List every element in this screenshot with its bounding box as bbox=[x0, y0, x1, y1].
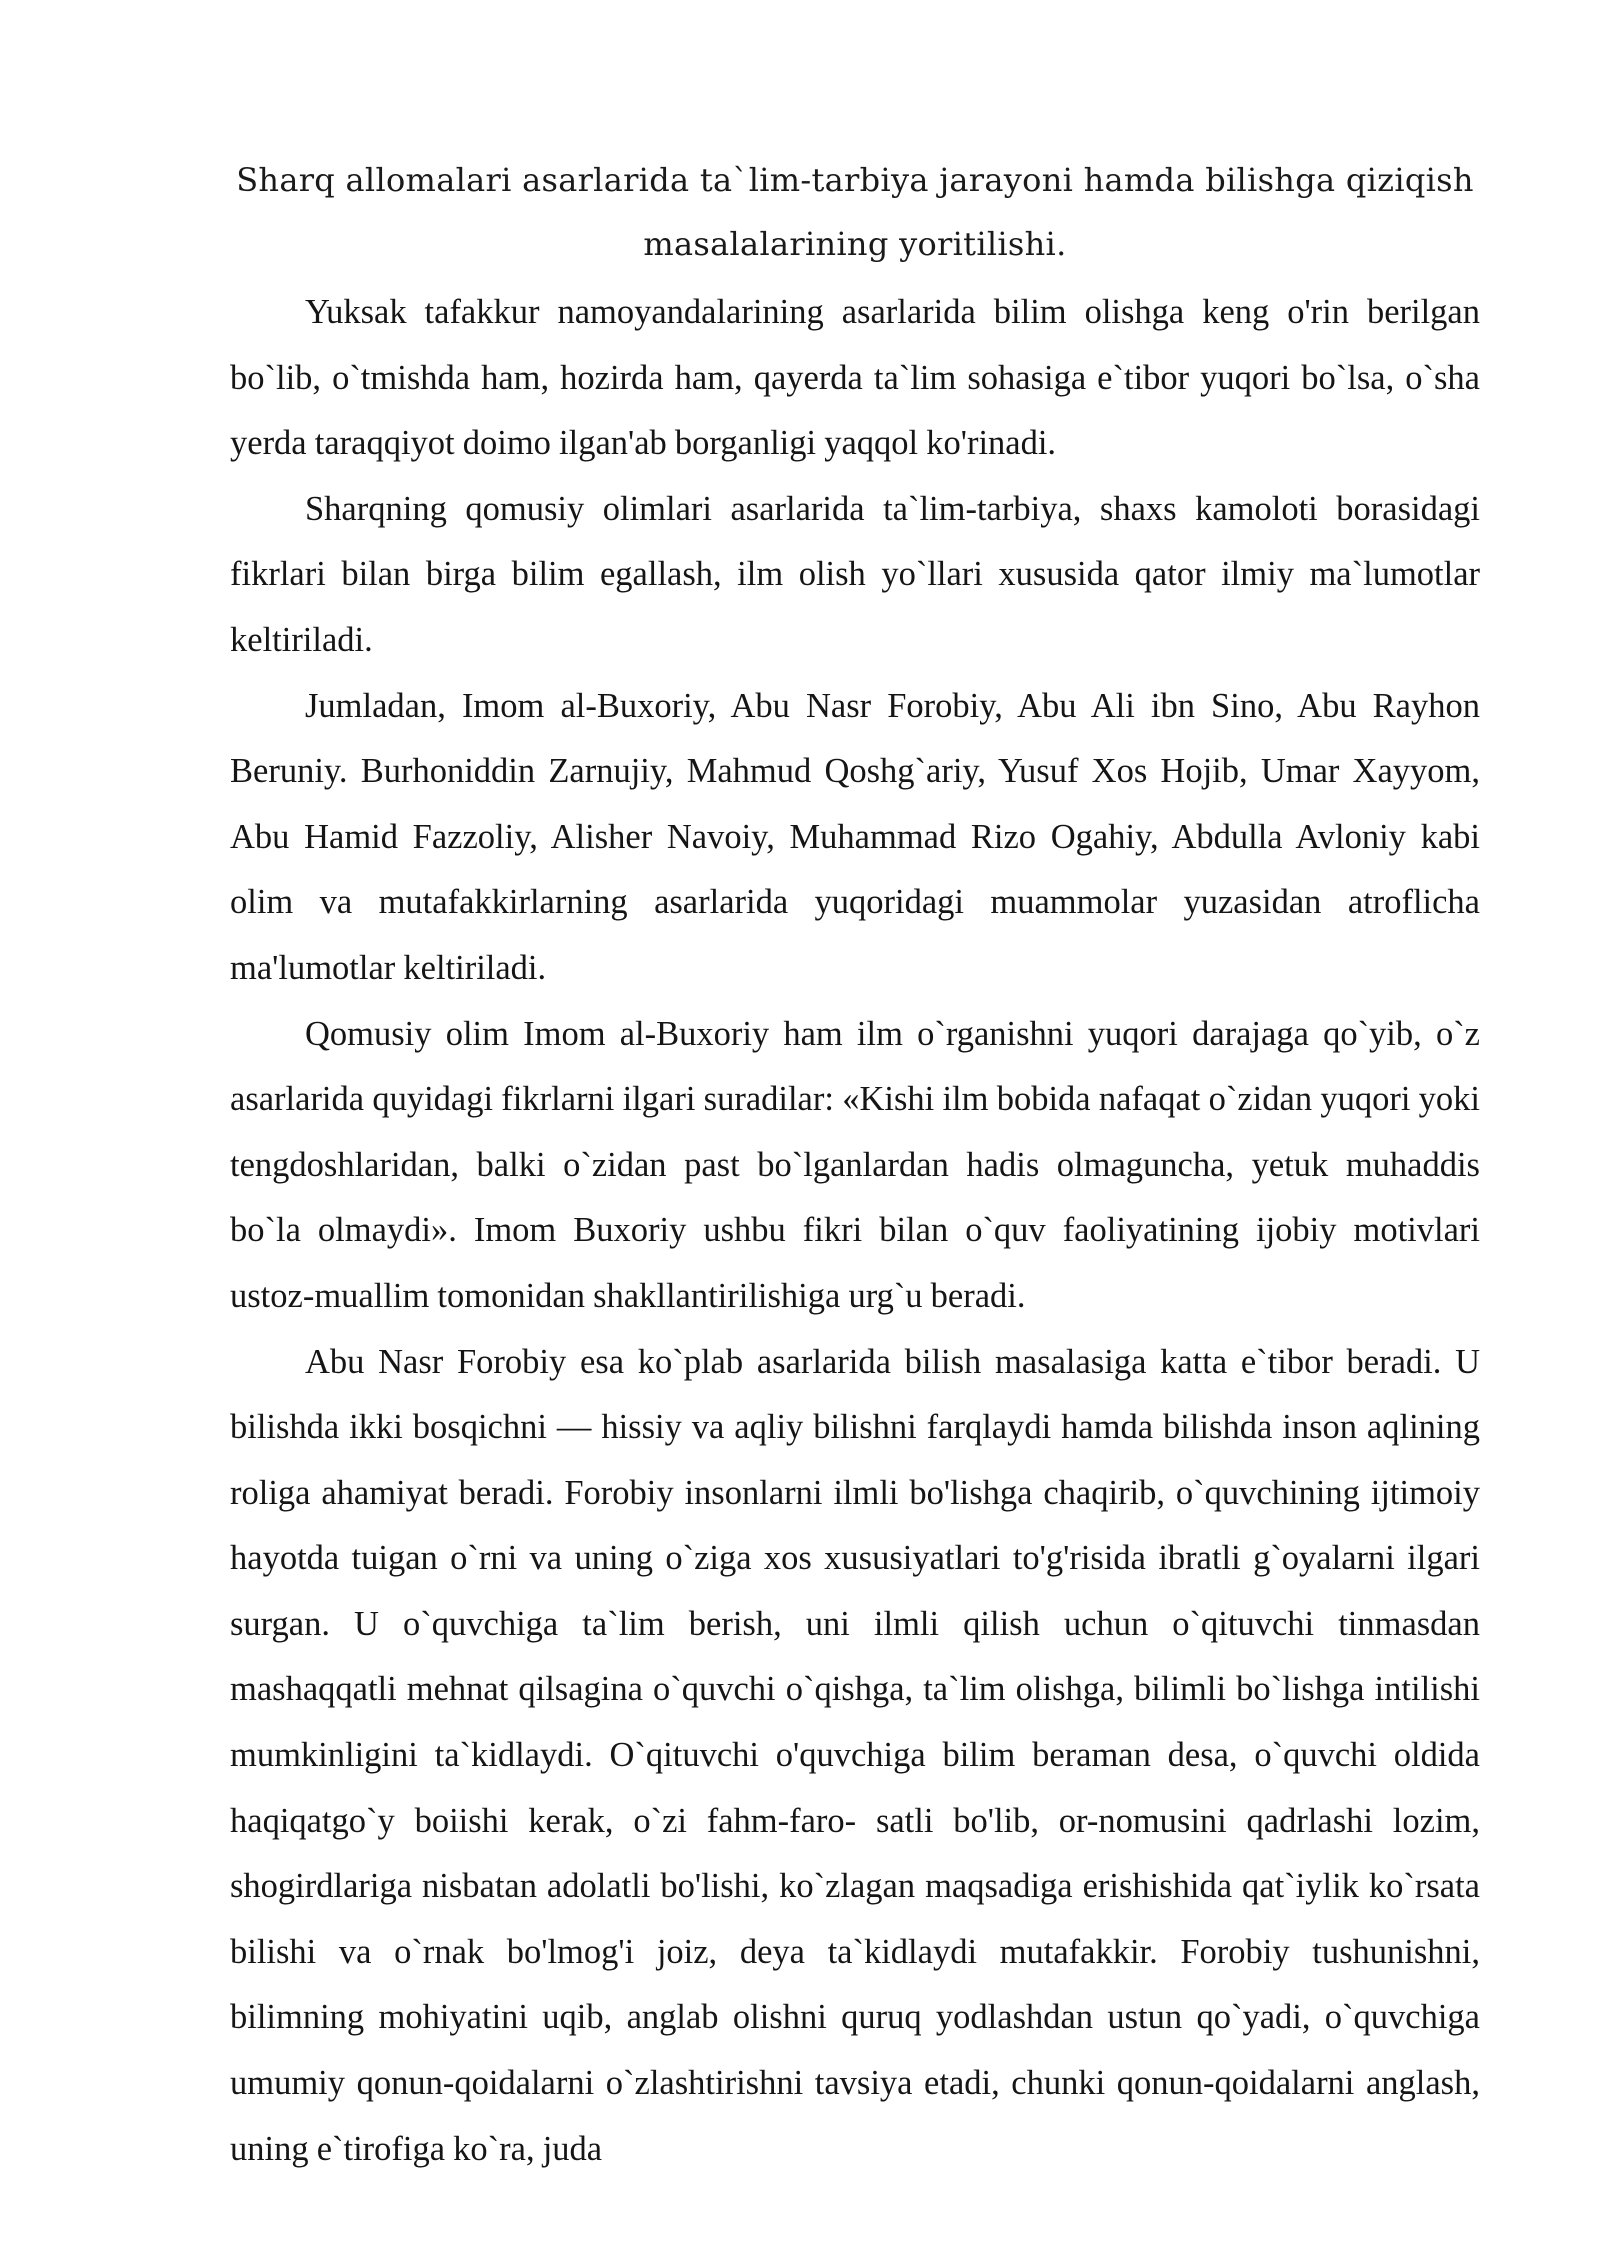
document-body bbox=[230, 280, 1480, 2182]
paragraph-1: Yuksak tafakkur namoyandalarining asarlarida bilim olishga keng o'rin berilgan bo`lib, o`tmishda ham, hozirda ham, qayerda ta`lim sohasiga e`tibor yuqori bo`lsa, o`sha yerda taraqqiyot doimo ilgan'ab borganligi yaqqol ko'rinadi. bbox=[230, 293, 1480, 463]
paragraph-4: Qomusiy olim Imom al-Buxoriy ham ilm o`rganishni yuqori darajaga qo`yib, o`z asarlarida quyidagi fikrlarni ilgari suradilar: «Kishi ilm bobida nafaqat o`zidan yuqori yoki tengdoshlaridan, balki o`zidan past bo`lganlardan hadis olmaguncha, yetuk muhaddis bo`la olmaydi». Imom Buxoriy ushbu fikri bilan o`quv faoliyatining ijobiy motivlari ustoz-muallim tomonidan shakllantirilishiga urg`u beradi. bbox=[230, 1014, 1480, 1315]
paragraph-2: Sharqning qomusiy olimlari asarlarida ta`lim-tarbiya, shaxs kamoloti borasidagi fikrlari bilan birga bilim egallash, ilm olish yo`llari xususida qator ilmiy ma`lumotlar keltiriladi. bbox=[230, 489, 1480, 659]
paragraph-5: Abu Nasr Forobiy esa ko`plab asarlarida bilish masalasiga katta e`tibor beradi. U bilishda ikki bosqichni — hissiy va aqliy bilishni farqlaydi hamda bilishda inson aqlining roliga ahamiyat beradi. Forobiy insonlarni ilmli bo'lishga chaqirib, o`quvchining ijtimoiy hayotda tuigan o`rni va uning o`ziga xos xususiyatlari to'g'risida ibratli g`oyalarni ilgari surgan. U o`quvchiga ta`lim berish, uni ilmli qilish uchun o`qituvchi tinmasdan mashaqqatli mehnat qilsagina o`quvchi o`qishga, ta`lim olishga, bilimli bo`lishga intilishi mumkinligini ta`kidlaydi. O`qituvchi o'quvchiga bilim beraman desa, o`quvchi oldida haqiqatgo`y boiishi kerak, o`zi fahm-faro- satli bo'lib, or-nomusini qadrlashi lozim, shogirdlariga nisbatan adolatli bo'lishi, ko`zlagan maqsadiga erishishida qat`iylik ko`rsata bilishi va o`rnak bo'lmog'i joiz, deya ta`kidlaydi mutafakkir. Forobiy tushunishni, bilimning mohiyatini uqib, anglab olishni quruq yodlashdan ustun qo`yadi, o`quvchiga umumiy qonun-qoidalarni o`zlashtirishni tavsiya etadi, chunki qonun-qoidalarni anglash, uning e`tirofiga ko`ra, juda bbox=[230, 1342, 1480, 2168]
document-title: Sharq allomalari asarlarida ta`lim-tarbiya jarayoni hamda bilishga qiziqish masalalarining yoritilishi. bbox=[236, 161, 1474, 263]
paragraph-3: Jumladan, Imom al-Buxoriy, Abu Nasr Forobiy, Abu Ali ibn Sino, Abu Rayhon Beruniy. Burhoniddin Zarnujiy, Mahmud Qoshg`ariy, Yusuf Xos Hojib, Umar Xayyom, Abu Hamid Fazzoliy, Alisher Navoiy, Muhammad Rizo Ogahiy, Abdulla Avloniy kabi olim va mutafakkirlarning asarlarida yuqoridagi muammolar yuzasidan atroflicha ma'lumotlar keltiriladi. bbox=[230, 686, 1480, 987]
